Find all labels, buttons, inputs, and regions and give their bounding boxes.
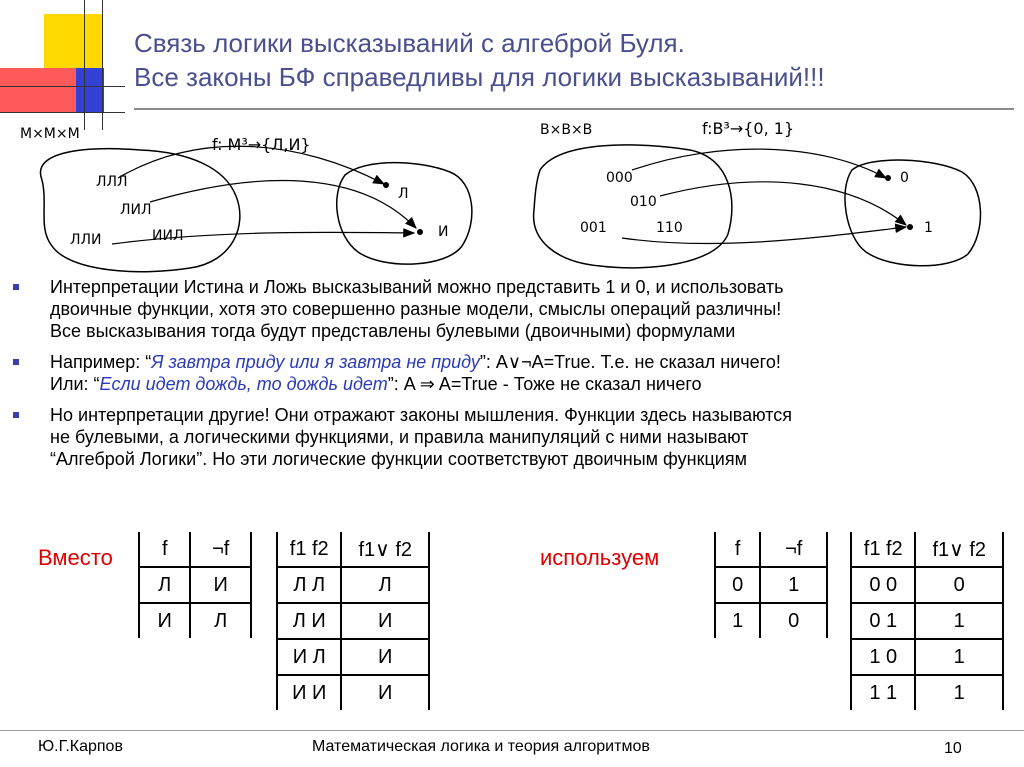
- input-label: 010: [630, 194, 657, 210]
- bullet-item: Но интерпретации другие! Они отражают законы мышления. Функции здесь называются не булевыми, а логическими функциями, и правила манипуляций с ними называют “Алгеброй Логики”. Но эти логические функции соответствуют двоичным функциям: [12, 404, 1017, 470]
- input-label: ИИЛ: [152, 228, 184, 244]
- bullet-item: Интерпретации Истина и Ложь высказываний можно представить 1 и 0, и использовать двоичные функции, хотя это совершенно разные модели, смыслы операций различны! Все высказывания тогда будут представлены булевыми (двоичными) формулами: [12, 276, 1017, 342]
- footer-author: Ю.Г.Карпов: [38, 738, 123, 755]
- bullet-item: Например: “Я завтра приду или я завтра не приду”: A∨¬A=True. Т.е. не сказал ничего! Или: “Если идет дождь, то дождь идет”: A ⇒ A=True - Тоже не сказал ничего: [12, 351, 1017, 395]
- diagram-right: [534, 119, 981, 268]
- footer-course: Математическая логика и теория алгоритмов: [312, 738, 650, 755]
- domain-label: B×B×B: [540, 122, 593, 138]
- output-point: [383, 182, 389, 188]
- codomain-blob: [845, 160, 981, 266]
- title-line-1: Связь логики высказываний с алгеброй Буля.: [134, 28, 685, 58]
- map-arrow: [632, 149, 886, 178]
- output-label: И: [438, 224, 449, 240]
- table-disjunction-binary: f1 f2 f1∨ f2 0 0 0 0 1 1 1 0 1 1 1 1: [850, 532, 1004, 710]
- table-negation-binary: f ¬f 0 1 1 0: [714, 532, 828, 638]
- output-label: 1: [924, 220, 933, 236]
- input-label: 000: [606, 170, 633, 186]
- output-label: Л: [398, 186, 409, 202]
- input-label: 110: [656, 220, 683, 236]
- table-disjunction-logic: f1 f2 f1∨ f2 Л Л Л Л И И И Л И И И И: [276, 532, 430, 710]
- diagram-left: [20, 126, 472, 272]
- input-label: ЛИЛ: [120, 202, 152, 218]
- label-use: используем: [540, 545, 660, 570]
- output-label: 0: [900, 170, 909, 186]
- quoted-example: Если идет дождь, то дождь идет: [99, 374, 388, 394]
- title-line-2: Все законы БФ справедливы для логики высказываний!!!: [134, 62, 825, 92]
- codomain-blob: [337, 163, 472, 265]
- quoted-example: Я завтра приду или я завтра не приду: [151, 352, 480, 372]
- domain-label: M×M×M: [20, 126, 80, 142]
- bullet-marker: [13, 359, 19, 365]
- output-point: [907, 224, 913, 230]
- table-negation-logic: f ¬f Л И И Л: [138, 532, 252, 638]
- footer-divider: [0, 730, 1024, 731]
- bullet-list: [12, 276, 1017, 479]
- map-label: f:B³→{0, 1}: [702, 119, 795, 138]
- input-label: ЛЛЛ: [96, 174, 128, 190]
- map-arrow: [660, 182, 906, 225]
- page-number: 10: [944, 740, 962, 757]
- output-point: [417, 229, 423, 235]
- label-instead: Вместо: [38, 545, 113, 570]
- input-label: 001: [580, 220, 607, 236]
- input-label: ЛЛИ: [70, 232, 102, 248]
- mapping-diagrams: [0, 0, 1024, 280]
- bullet-marker: [13, 284, 19, 290]
- map-label: f: M³→{Л,И}: [212, 135, 311, 154]
- map-arrow: [150, 181, 416, 228]
- bullet-marker: [13, 412, 19, 418]
